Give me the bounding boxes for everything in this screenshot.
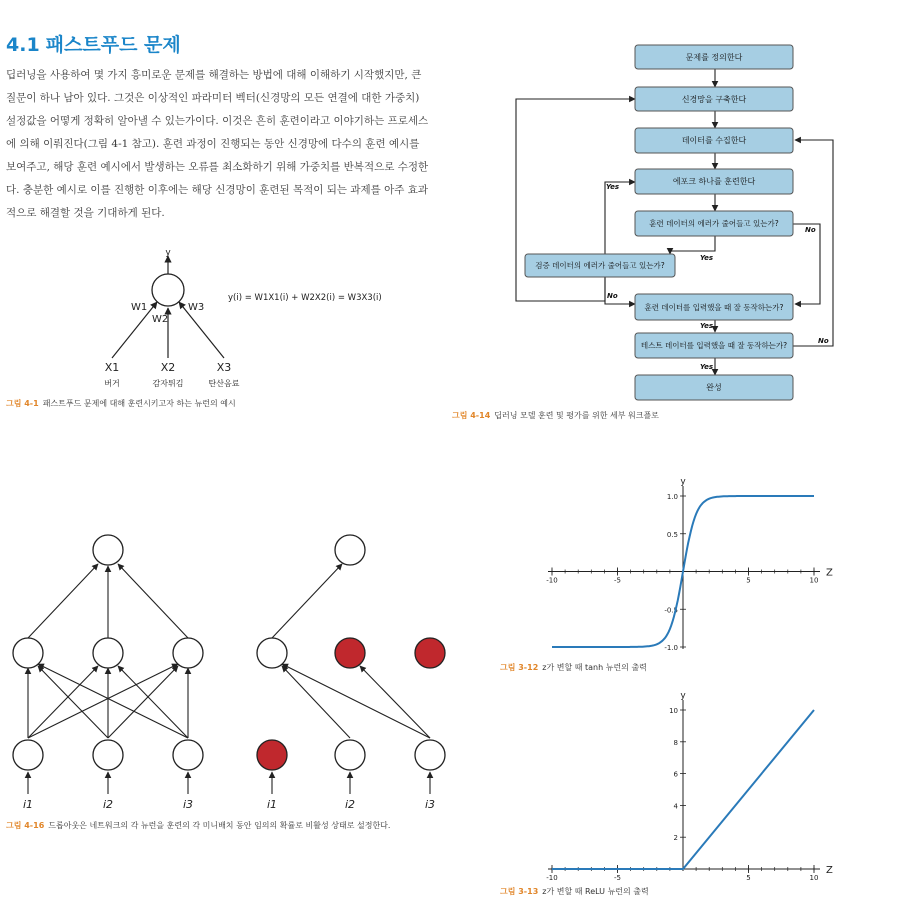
y-tick-label: -1.0	[664, 644, 678, 652]
weight-label-3: W3	[188, 302, 205, 313]
input-name-2: 감자튀김	[152, 379, 184, 388]
input-neuron	[415, 740, 445, 770]
output-label: y	[165, 248, 171, 258]
weight-label-2: W2	[152, 314, 169, 325]
figure-3-12-caption	[500, 662, 647, 673]
caption-text: z가 변할 때 tanh 뉴런의 출력	[542, 663, 647, 672]
hidden-neuron	[257, 638, 287, 668]
output-neuron	[93, 535, 123, 565]
input-neuron	[13, 740, 43, 770]
section-heading	[6, 30, 181, 57]
x-tick-label: 5	[746, 576, 751, 585]
neuron-circle	[152, 274, 184, 306]
input-label: i3	[182, 798, 194, 811]
hidden-neuron	[173, 638, 203, 668]
figure-4-1-neuron-diagram	[0, 240, 450, 400]
y-tick-label: 1.0	[666, 493, 678, 501]
input-label: i2	[102, 798, 114, 811]
weight-label-1: W1	[131, 302, 148, 313]
input-symbol-3: X3	[216, 361, 232, 374]
x-tick-label: 10	[809, 576, 819, 585]
x-tick-label: -5	[614, 874, 621, 882]
caption-text: 딥러닝 모델 훈련 및 평가를 위한 세부 워크플로	[494, 411, 659, 420]
y-tick-label: 4	[673, 802, 678, 811]
flow-text-collect: 데이터를 수집한다	[681, 136, 747, 145]
paragraph-line: 에 의해 이뤄진다(그림 4-1 참고). 훈련 과정이 진행되는 동안 신경망에 다수의 훈련 예시를	[6, 138, 420, 150]
input-label: i3	[424, 798, 436, 811]
figure-3-13-caption	[500, 886, 649, 897]
figure-4-1-caption	[6, 398, 236, 409]
body-paragraph	[6, 64, 452, 225]
output-neuron	[335, 535, 365, 565]
y-tick-label: 10	[669, 707, 678, 715]
input-name-3: 탄산음료	[208, 379, 240, 388]
paragraph-line: 딥러닝을 사용하여 몇 가지 흥미로운 문제를 해결하는 방법에 대해 이해하기 시작했지만, 큰	[6, 69, 422, 81]
caption-text: 패스트푸드 문제에 대해 훈련시키고자 하는 뉴런의 예시	[42, 399, 236, 408]
section-number: 4.1	[6, 34, 40, 56]
x-tick-label: 10	[809, 874, 819, 882]
flow-text-val-error: 검증 데이터의 에러가 줄어들고 있는가?	[535, 261, 665, 270]
input-symbol-2: X2	[160, 361, 176, 374]
neuron-equation: y(i) = W1X1(i) + W2X2(i) = W3X3(i)	[228, 293, 382, 303]
flow-no-label: No	[607, 292, 618, 300]
caption-tag: 그림 4-16	[6, 821, 45, 830]
paragraph-line: 설정값을 어떻게 정확히 알아낼 수 있는가이다. 이것은 흔히 훈련이라고 이야기하는 프로세스	[6, 115, 429, 127]
dropped-input-neuron	[257, 740, 287, 770]
x-tick-label: -10	[546, 576, 558, 585]
flow-text-done: 완성	[706, 383, 722, 392]
flow-yes-label: Yes	[700, 322, 714, 330]
hidden-neuron	[93, 638, 123, 668]
x-tick-label: -10	[546, 874, 558, 882]
flow-text-epoch: 에포크 하나를 훈련한다	[672, 177, 756, 186]
tanh-chart	[540, 472, 840, 662]
y-axis-label: y	[680, 477, 686, 487]
figure-4-14-caption	[452, 410, 659, 421]
caption-tag: 그림 3-12	[500, 663, 539, 672]
input-neuron	[173, 740, 203, 770]
flow-text-define: 문제를 정의한다	[685, 53, 743, 62]
input-symbol-1: X1	[104, 361, 120, 374]
input-neuron	[93, 740, 123, 770]
flow-yes-label: Yes	[700, 254, 714, 262]
dropped-hidden-neuron	[335, 638, 365, 668]
paragraph-line: 질문이 하나 남아 있다. 그것은 이상적인 파라미터 벡터(신경망의 모든 연결에 대한 가중치)	[6, 92, 420, 104]
input-name-1: 버거	[104, 379, 120, 388]
flow-no-label: No	[818, 337, 829, 345]
input-label: i2	[344, 798, 356, 811]
paragraph-line: 보여주고, 해당 훈련 예시에서 발생하는 오류를 최소화하기 위해 가중치를 반복적으로 수정한	[6, 161, 429, 173]
hidden-neuron	[13, 638, 43, 668]
flow-text-test-ok: 테스트 데이터를 입력했을 때 잘 동작하는가?	[640, 341, 788, 350]
relu-chart	[540, 686, 840, 884]
y-tick-label: 0.5	[666, 530, 678, 539]
caption-text: 드롭아웃은 네트워크의 각 뉴런을 훈련의 각 미니배치 동안 임의의 확률로 비활성 상태로 설정한다.	[48, 821, 391, 830]
figure-4-16-dropout-diagram	[0, 520, 470, 820]
flow-text-train-ok: 훈련 데이터를 입력했을 때 잘 동작하는가?	[644, 303, 784, 312]
flow-yes-label: Yes	[606, 183, 620, 191]
input-label: i1	[266, 798, 278, 811]
y-tick-label: 6	[673, 770, 678, 779]
caption-tag: 그림 4-1	[6, 399, 39, 408]
flow-text-build: 신경망을 구축한다	[681, 95, 747, 104]
flow-text-train-error: 훈련 데이터의 에러가 줄어들고 있는가?	[649, 219, 779, 228]
figure-4-14-flowchart	[500, 36, 840, 412]
caption-text: z가 변할 때 ReLU 뉴런의 출력	[542, 887, 649, 896]
dropped-hidden-neuron	[415, 638, 445, 668]
x-tick-label: -5	[614, 576, 621, 585]
section-title: 패스트푸드 문제	[45, 34, 181, 56]
paragraph-line: 적으로 해결할 것을 기대하게 된다.	[6, 207, 165, 219]
input-label: i1	[22, 798, 34, 811]
x-axis-label: Z	[826, 865, 833, 876]
input-neuron	[335, 740, 365, 770]
y-tick-label: -0.5	[664, 606, 678, 615]
paragraph-line: 다. 충분한 예시로 이를 진행한 이후에는 해당 신경망이 훈련된 목적이 되는 과제를 아주 효과	[6, 184, 429, 196]
caption-tag: 그림 4-14	[452, 411, 491, 420]
flow-no-label: No	[805, 226, 816, 234]
figure-4-16-caption	[6, 820, 390, 831]
y-tick-label: 2	[673, 834, 678, 843]
x-tick-label: 5	[746, 874, 751, 882]
caption-tag: 그림 3-13	[500, 887, 539, 896]
flow-yes-label: Yes	[700, 363, 714, 371]
y-axis-label: y	[680, 691, 686, 701]
x-axis-label: Z	[826, 567, 833, 579]
y-tick-label: 8	[673, 738, 678, 747]
